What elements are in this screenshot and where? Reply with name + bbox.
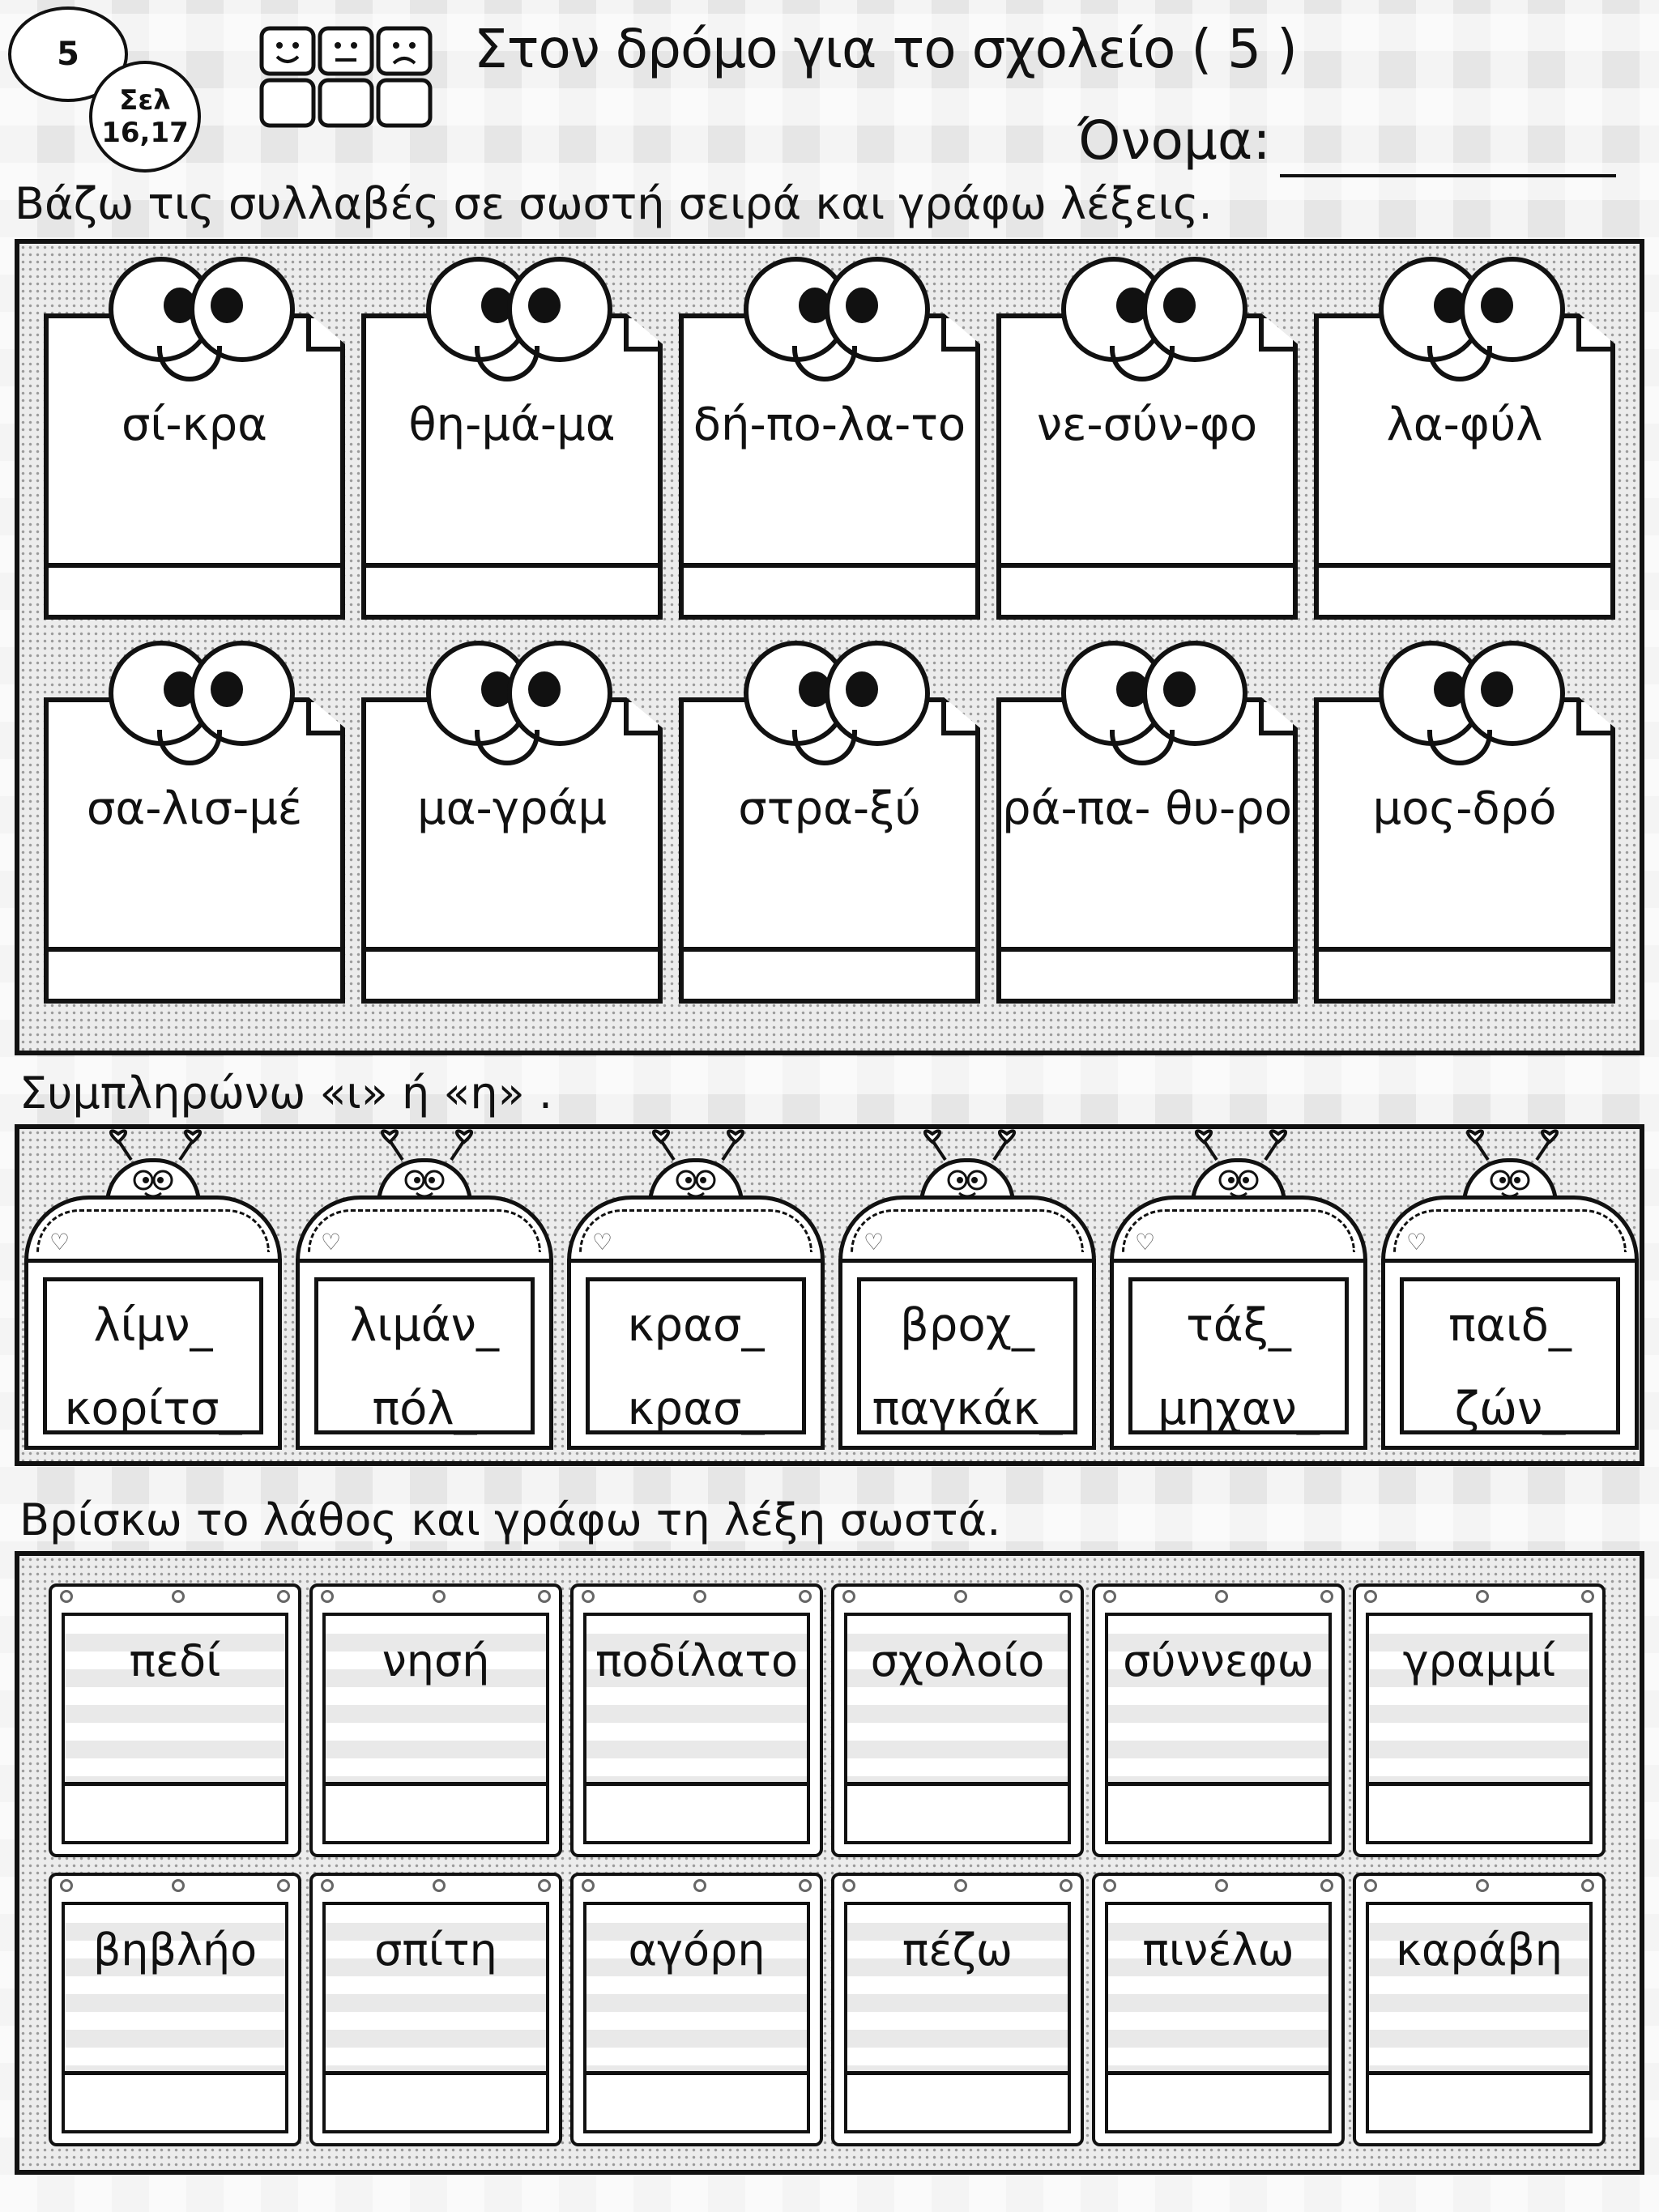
fill-word-bottom: κορίτσ_: [64, 1383, 242, 1435]
fill-word-bottom: μηχαν_: [1158, 1383, 1320, 1435]
name-line[interactable]: [1280, 174, 1616, 177]
note-sheet: [322, 1902, 549, 2133]
spelling-note: [1353, 1873, 1606, 2146]
fill-in-jar: [1110, 1129, 1367, 1435]
pin-row: [60, 1590, 290, 1606]
syllable-section: [15, 239, 1644, 1055]
fill-word-bottom: κρασ_: [627, 1383, 765, 1435]
spelling-note: [570, 1583, 823, 1857]
note-sheet: [62, 1613, 288, 1844]
jar-body: [296, 1259, 553, 1450]
jar-body: [1381, 1259, 1639, 1450]
answer-line[interactable]: [996, 563, 1298, 620]
syllable-card: [679, 641, 987, 1013]
fill-in-jar: [838, 1129, 1096, 1435]
fill-in-jar: [1381, 1129, 1639, 1435]
heart-icon: ♡: [321, 1229, 342, 1255]
misspelled-word: πέζω: [902, 1924, 1013, 1975]
pin-row: [842, 1879, 1073, 1895]
fill-word-top: κρασ_: [627, 1299, 765, 1352]
page-reference-pages: 16,17: [101, 117, 189, 149]
pin-row: [1364, 1590, 1594, 1606]
syllable-card: [996, 641, 1304, 1013]
answer-line[interactable]: [1369, 1782, 1589, 1841]
antenna-hearts-icon: [99, 1129, 212, 1161]
section3-instruction: Βρίσκω το λάθος και γράφω τη λέξη σωστά.: [19, 1494, 1001, 1545]
fill-word-bottom: παγκάκ_: [872, 1383, 1063, 1435]
self-assessment-faces-icon: [258, 24, 436, 130]
antenna-hearts-icon: [913, 1129, 1026, 1161]
note-sheet: [844, 1902, 1071, 2133]
pin-row: [582, 1590, 812, 1606]
folded-corner-icon: [622, 697, 663, 736]
answer-line[interactable]: [1108, 1782, 1328, 1841]
pin-row: [842, 1590, 1073, 1606]
fill-in-section: [15, 1124, 1644, 1466]
syllable-word: μα-γράμ: [417, 782, 607, 835]
misspelled-word: καράβη: [1396, 1924, 1563, 1975]
folded-corner-icon: [1575, 313, 1615, 352]
answer-line[interactable]: [586, 2071, 807, 2130]
heart-icon: ♡: [1135, 1229, 1156, 1255]
misspelled-word: αγόρη: [628, 1924, 766, 1975]
syllable-card: [44, 257, 352, 629]
folded-corner-icon: [1575, 697, 1615, 736]
spelling-section: [15, 1551, 1644, 2175]
spelling-note: [49, 1873, 301, 2146]
syllable-card: [361, 641, 669, 1013]
answer-line[interactable]: [326, 2071, 546, 2130]
syllable-word: μος-δρό: [1372, 782, 1557, 835]
fill-in-jar: [296, 1129, 553, 1435]
answer-line[interactable]: [44, 947, 345, 1004]
pin-row: [321, 1590, 551, 1606]
jar-lid: [567, 1196, 825, 1260]
spelling-note: [309, 1583, 562, 1857]
note-sheet: [322, 1613, 549, 1844]
misspelled-word: πινέλω: [1142, 1924, 1294, 1975]
answer-line[interactable]: [361, 563, 663, 620]
spelling-note: [1092, 1583, 1345, 1857]
syllable-word: ρά-πα- θυ-ρο: [1002, 782, 1292, 835]
pin-row: [582, 1879, 812, 1895]
heart-icon: ♡: [592, 1229, 613, 1255]
page-number: 5: [57, 36, 79, 73]
antenna-hearts-icon: [370, 1129, 484, 1161]
misspelled-word: πεδί: [129, 1635, 221, 1686]
note-sheet: [583, 1902, 810, 2133]
answer-line[interactable]: [1108, 2071, 1328, 2130]
fill-word-top: λιμάν_: [350, 1299, 499, 1352]
note-sheet: [1105, 1613, 1332, 1844]
syllable-word: νε-σύν-φο: [1036, 399, 1258, 451]
section2-instruction: Συμπληρώνω «ι» ή «η» .: [19, 1068, 552, 1119]
pin-row: [1103, 1590, 1333, 1606]
folded-corner-icon: [305, 697, 345, 736]
misspelled-word: σύννεφω: [1123, 1635, 1314, 1686]
heart-icon: ♡: [1406, 1229, 1427, 1255]
page-reference-badge: [89, 61, 201, 173]
syllable-word: σί-κρα: [121, 399, 268, 451]
answer-line[interactable]: [847, 1782, 1068, 1841]
jar-lid: [838, 1196, 1096, 1260]
misspelled-word: ποδίλατο: [595, 1635, 798, 1686]
syllable-word: στρα-ξύ: [738, 782, 921, 835]
spelling-note: [1092, 1873, 1345, 2146]
answer-line[interactable]: [679, 563, 980, 620]
misspelled-word: γραμμί: [1402, 1635, 1556, 1686]
answer-line[interactable]: [44, 563, 345, 620]
answer-line[interactable]: [1314, 947, 1615, 1004]
syllable-word: λα-φύλ: [1386, 399, 1543, 451]
jar-body: [567, 1259, 825, 1450]
spelling-note: [831, 1873, 1084, 2146]
note-sheet: [1366, 1613, 1593, 1844]
jar-lid: [1110, 1196, 1367, 1260]
answer-line[interactable]: [847, 2071, 1068, 2130]
answer-line[interactable]: [326, 1782, 546, 1841]
heart-icon: ♡: [49, 1229, 70, 1255]
misspelled-word: βηβλήο: [92, 1924, 258, 1975]
antenna-hearts-icon: [1184, 1129, 1298, 1161]
antenna-hearts-icon: [1456, 1129, 1569, 1161]
syllable-card: [996, 257, 1304, 629]
misspelled-word: σχολοίο: [870, 1635, 1045, 1686]
fill-word-top: τάξ_: [1186, 1299, 1291, 1352]
spelling-note: [49, 1583, 301, 1857]
note-sheet: [1105, 1902, 1332, 2133]
syllable-card: [679, 257, 987, 629]
note-sheet: [844, 1613, 1071, 1844]
syllable-card: [1314, 257, 1622, 629]
page-reference-label: Σελ: [119, 84, 171, 117]
spelling-note: [570, 1873, 823, 2146]
section1-instruction: Βάζω τις συλλαβές σε σωστή σειρά και γράφω λέξεις.: [15, 178, 1213, 229]
spelling-note: [831, 1583, 1084, 1857]
pin-row: [1103, 1879, 1333, 1895]
fill-word-top: λίμν_: [93, 1299, 213, 1352]
jar-body: [24, 1259, 282, 1450]
fill-word-top: παιδ_: [1448, 1299, 1572, 1352]
heart-icon: ♡: [864, 1229, 885, 1255]
answer-line[interactable]: [586, 1782, 807, 1841]
note-sheet: [62, 1902, 288, 2133]
folded-corner-icon: [1257, 313, 1298, 352]
answer-line[interactable]: [65, 2071, 285, 2130]
answer-line[interactable]: [679, 947, 980, 1004]
pin-row: [1364, 1879, 1594, 1895]
fill-word-top: βροχ_: [900, 1299, 1034, 1352]
folded-corner-icon: [940, 313, 980, 352]
syllable-word: θη-μά-μα: [408, 399, 616, 451]
jar-body: [1110, 1259, 1367, 1450]
jar-body: [838, 1259, 1096, 1450]
fill-word-bottom: πόλ_: [372, 1383, 477, 1435]
syllable-card: [1314, 641, 1622, 1013]
jar-lid: [296, 1196, 553, 1260]
fill-in-jar: [567, 1129, 825, 1435]
syllable-word: δή-πο-λα-το: [693, 399, 966, 451]
answer-line[interactable]: [65, 1782, 285, 1841]
fill-word-bottom: ζών_: [1454, 1383, 1566, 1435]
folded-corner-icon: [622, 313, 663, 352]
fill-in-jar: [24, 1129, 282, 1435]
jar-lid: [1381, 1196, 1639, 1260]
folded-corner-icon: [305, 313, 345, 352]
answer-line[interactable]: [996, 947, 1298, 1004]
answer-line[interactable]: [1314, 563, 1615, 620]
name-label: Όνομα:: [1077, 109, 1271, 172]
syllable-word: σα-λισ-μέ: [86, 782, 303, 835]
note-sheet: [1366, 1902, 1593, 2133]
spelling-note: [1353, 1583, 1606, 1857]
syllable-card: [361, 257, 669, 629]
pin-row: [321, 1879, 551, 1895]
misspelled-word: σπίτη: [374, 1924, 497, 1975]
syllable-card: [44, 641, 352, 1013]
antenna-hearts-icon: [642, 1129, 755, 1161]
folded-corner-icon: [1257, 697, 1298, 736]
pin-row: [60, 1879, 290, 1895]
spelling-note: [309, 1873, 562, 2146]
folded-corner-icon: [940, 697, 980, 736]
page-title: Στον δρόμο για το σχολείο ( 5 ): [474, 18, 1297, 80]
answer-line[interactable]: [1369, 2071, 1589, 2130]
note-sheet: [583, 1613, 810, 1844]
jar-lid: [24, 1196, 282, 1260]
misspelled-word: νησή: [382, 1635, 490, 1686]
answer-line[interactable]: [361, 947, 663, 1004]
